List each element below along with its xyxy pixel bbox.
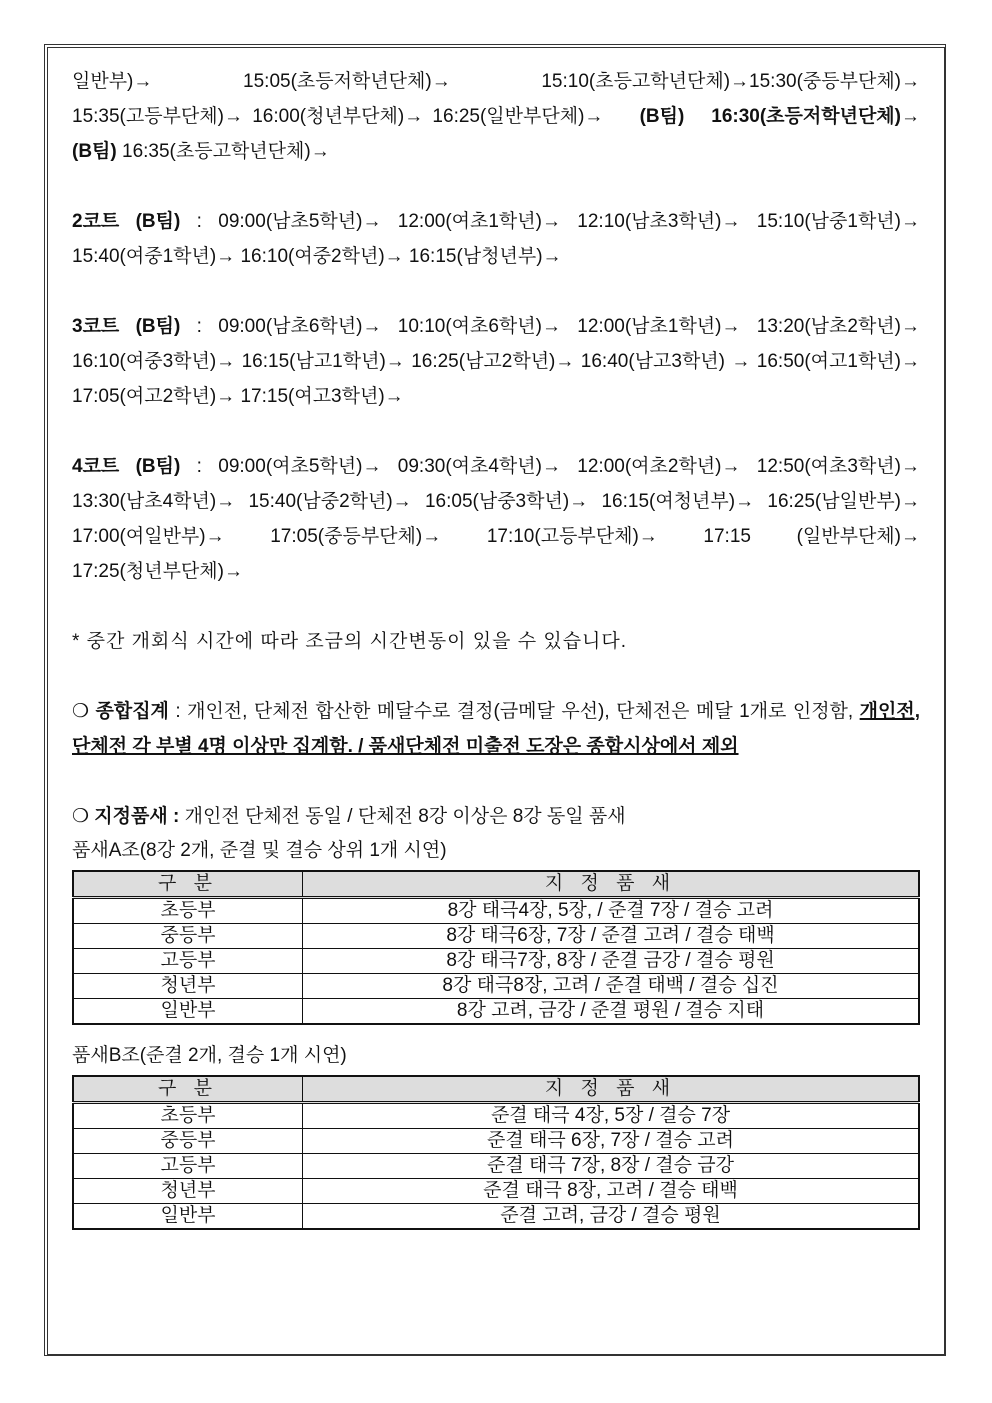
division-cell: 고등부: [73, 949, 303, 974]
table-row: [73, 898, 919, 924]
table-row: [73, 1179, 919, 1204]
division-cell: 초등부: [73, 898, 303, 924]
table-a-caption: 품새A조(8강 2개, 준결 및 결승 상위 1개 시연): [72, 840, 447, 861]
court-3-schedule: [72, 309, 920, 414]
header-poomsae: 지 정 품 새: [303, 1076, 920, 1103]
text-run: * 중간 개회식 시간에 따라 조금의 시간변동이 있을 수 있습니다.: [72, 631, 628, 652]
paragraph-gap: [72, 764, 920, 799]
text-run: 16:35(초등고학년단체)→: [122, 141, 330, 162]
text-run: 개인전 단체전 동일 / 단체전 8강 이상은 8강 동일 품새: [179, 806, 626, 827]
poomsae-cell: 준결 고려, 금강 / 결승 평원: [303, 1204, 920, 1230]
table-row: [73, 999, 919, 1025]
poomsae-cell: 8강 태극6장, 7장 / 준결 고려 / 결승 태백: [303, 924, 920, 949]
table-row: [73, 1129, 919, 1154]
poomsae-cell: 준결 태극 8장, 고려 / 결승 태백: [303, 1179, 920, 1204]
text-run: : 09:00(여초5학년)→ 09:30(여초4학년)→ 12:00(여초2학년)→ 12:50(여초3학년)→ 13:30(남초4학년)→ 15:40(남중2학년)→ 16:05(남중3학년)→ 16:15(여청년부)→ 16:25(남일반부)→ 17:00(여일반부)→ 17:05(중등부단체)→ 17:10(고등부단체)→ 17:15 (일반부단체)→ 17:25(청년부단체)→: [72, 456, 920, 582]
paragraph-gap: [72, 414, 920, 449]
bold-text: ❍ 지정품새 :: [72, 806, 180, 827]
court-2-schedule: [72, 204, 920, 274]
division-cell: 고등부: [73, 1154, 303, 1179]
poomsae-cell: 8강 태극8장, 고려 / 준결 태백 / 결승 십진: [303, 974, 920, 999]
poomsae-cell: 8강 태극7장, 8장 / 준결 금강 / 결승 평원: [303, 949, 920, 974]
paragraph-gap: [72, 274, 920, 309]
poomsae-a-table: [72, 870, 920, 1025]
table-header-row: [73, 871, 919, 898]
bold-text: 4코트 (B팀): [72, 456, 181, 477]
court-4-schedule: [72, 449, 920, 589]
document-body: [72, 64, 920, 1230]
overall-ranking-rule: [72, 694, 920, 764]
table-row: [73, 949, 919, 974]
table-row: [73, 1204, 919, 1230]
division-cell: 청년부: [73, 974, 303, 999]
poomsae-cell: 8강 고려, 금강 / 준결 평원 / 결승 지태: [303, 999, 920, 1025]
division-cell: 일반부: [73, 1204, 303, 1230]
header-poomsae: 지 정 품 새: [303, 871, 920, 898]
bold-text: ❍ 종합집계: [72, 701, 169, 722]
paragraph-gap: [72, 589, 920, 624]
poomsae-cell: 준결 태극 4장, 5장 / 결승 7장: [303, 1103, 920, 1129]
table-header-row: [73, 1076, 919, 1103]
poomsae-cell: 준결 태극 6장, 7장 / 결승 고려: [303, 1129, 920, 1154]
table-b-caption: 품새B조(준결 2개, 결승 1개 시연): [72, 1045, 347, 1066]
table-row: [73, 924, 919, 949]
table-row: [73, 1103, 919, 1129]
court-1-schedule-cont: [72, 64, 920, 169]
division-cell: 초등부: [73, 1103, 303, 1129]
bold-text: 개인전, 단체전 각 부별 4명 이상만 집계함. / 품새단체전 미출전 도장은 종합시상에서 제외: [72, 701, 920, 757]
division-cell: 일반부: [73, 999, 303, 1025]
header-category: 구 분: [73, 871, 303, 898]
schedule-note: [72, 624, 920, 659]
bold-text: 2코트 (B팀): [72, 211, 181, 232]
schedule-section: [72, 64, 920, 834]
table-row: [73, 974, 919, 999]
division-cell: 청년부: [73, 1179, 303, 1204]
poomsae-cell: 준결 태극 7장, 8장 / 결승 금강: [303, 1154, 920, 1179]
poomsae-b-table: [72, 1075, 920, 1230]
text-run: 일반부)→ 15:05(초등저학년단체)→ 15:10(초등고학년단체)→15:30(중등부단체)→ 15:35(고등부단체)→ 16:00(청년부단체)→ 16:25(일반부단체)→: [72, 71, 920, 127]
header-category: 구 분: [73, 1076, 303, 1103]
text-run: : 09:00(남초6학년)→ 10:10(여초6학년)→ 12:00(남초1학년)→ 13:20(남초2학년)→ 16:10(여중3학년)→ 16:15(남고1학년)→ 16:25(남고2학년)→ 16:40(남고3학년) → 16:50(여고1학년)→ 17:05(여고2학년)→ 17:15(여고3학년)→: [72, 316, 920, 407]
bold-text: (B팀) 16:30(초등저학년단체)→ (B팀): [72, 106, 920, 162]
division-cell: 중등부: [73, 1129, 303, 1154]
designated-poomsae-rule: [72, 799, 920, 834]
bold-text: 3코트 (B팀): [72, 316, 181, 337]
table-row: [73, 1154, 919, 1179]
poomsae-cell: 8강 태극4장, 5장, / 준결 7장 / 결승 고려: [303, 898, 920, 924]
division-cell: 중등부: [73, 924, 303, 949]
text-run: : 09:00(남초5학년)→ 12:00(여초1학년)→ 12:10(남초3학년)→ 15:10(남중1학년)→ 15:40(여중1학년)→ 16:10(여중2학년)→ 16:15(남청년부)→: [72, 211, 920, 267]
paragraph-gap: [72, 659, 920, 694]
paragraph-gap: [72, 169, 920, 204]
text-run: : 개인전, 단체전 합산한 메달수로 결정(금메달 우선), 단체전은 메달 1개로 인정함,: [168, 701, 860, 722]
